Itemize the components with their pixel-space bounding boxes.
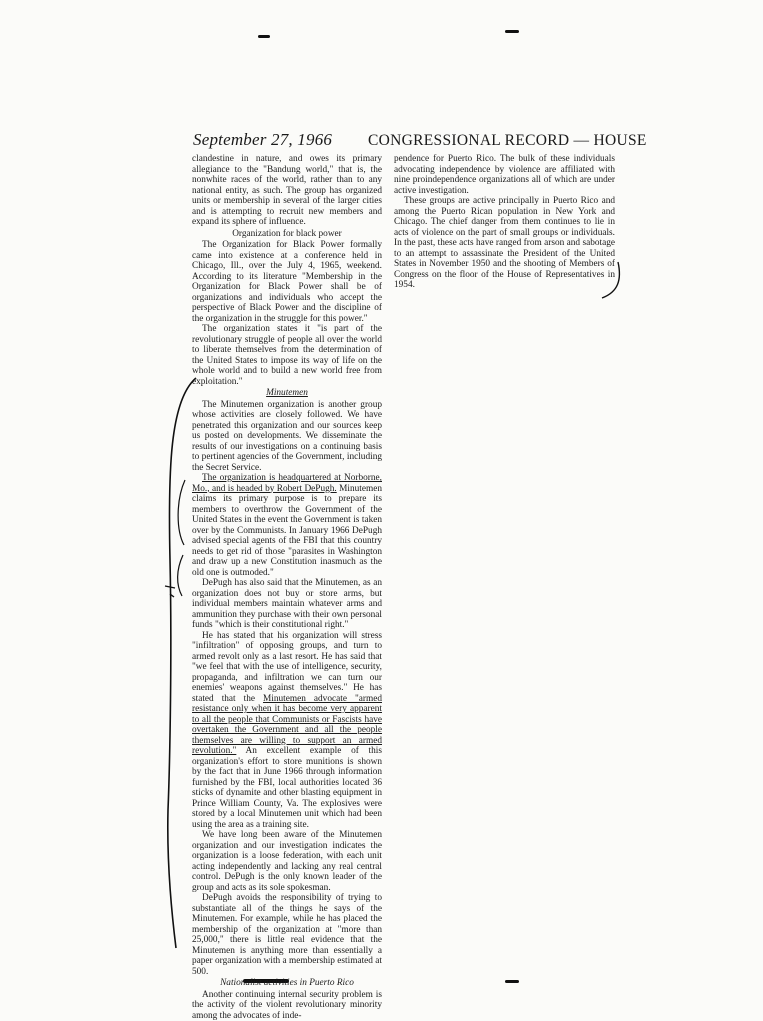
page-title: CONGRESSIONAL RECORD — HOUSE bbox=[368, 132, 647, 150]
paragraph: He has stated that his organization will stress "infiltration" of opposing groups, and turn to armed revolt only as a last resort. He has said that "we feel that with the use of intelligence, security, propaganda, and infiltration we can turn our enemies' weapons against themselves." He has stated that the Minutemen advocate "armed resistance only when it has become very apparent to all the people that Communists or Fascists have overtaken the Government and all the people themselves are willing to support an armed revolution." An excellent example of this organization's effort to store munitions is shown by the fact that in June 1966 through information furnished by the FBI, local authorities located 36 sticks of dynamite and other blasting equipment in Prince William County, Va. The explosives were stored by a local Minutemen unit which had been using the area as a training site. bbox=[192, 631, 382, 831]
section-heading-minutemen: Minutemen bbox=[192, 388, 382, 399]
paragraph: DePugh avoids the responsibility of trying to substantiate all of the things he says of the Minutemen. For example, while he has placed the membership of the organization at "more than 25,000," there is little real evidence that the Minutemen is anything more than essentially a paper organization with a membership estimated at 500. bbox=[192, 893, 382, 977]
margin-tick bbox=[170, 594, 174, 597]
paragraph: DePugh has also said that the Minutemen, as an organization does not buy or store arms, but individual members maintain whatever arms and ammunition they purchase with their own personal funds "which is their constitutional right." bbox=[192, 578, 382, 631]
underlined-text: Minutemen advocate "armed resistance only when it has become very apparent to all the people that Communists or Fascists have overtaken the Government and all the people themselves are willing to support an armed revolution." bbox=[192, 694, 382, 757]
column-right bbox=[394, 154, 615, 291]
scan-mark-top-right bbox=[505, 30, 519, 33]
section-heading-black-power: Organization for black power bbox=[192, 229, 382, 240]
scan-mark-bottom-right bbox=[505, 980, 519, 983]
paragraph: The organization is headquartered at Norborne, Mo., and is headed by Robert DePugh. Minutemen claims its primary purpose is to prepare its members to overthrow the Government of the United States in the event the Government is taken over by the Communists. In January 1966 DePugh advised special agents of the FBI that this country needs to get rid of those "parasites in Washington and draw up a new Constitution inasmuch as the old one is outmoded." bbox=[192, 473, 382, 578]
margin-bracket-small-2 bbox=[178, 555, 183, 596]
margin-bracket-small bbox=[178, 480, 185, 545]
page-date: September 27, 1966 bbox=[193, 130, 332, 150]
paragraph: Another continuing internal security problem is the activity of the violent revolutionary minority among the advocates of inde- bbox=[192, 990, 382, 1021]
paragraph: The Organization for Black Power formally came into existence at a conference held in Chicago, Ill., over the July 4, 1965, weekend. According to its literature "Membership in the Organization for Black Power shall be of organizations and individuals who accept the perspective of Black Power and the discipline of the organization in the struggle for this power." bbox=[192, 240, 382, 324]
underlined-text: The organization is headquartered at Norborne, Mo., and is headed by Robert DePugh. bbox=[192, 473, 382, 494]
paragraph: The Minutemen organization is another group whose activities are closely followed. We have penetrated this organization and our sources keep us posted on developments. We disseminate the results of our investigations on a continuing basis to pertinent agencies of the Government, including the Secret Service. bbox=[192, 400, 382, 474]
paragraph: pendence for Puerto Rico. The bulk of these individuals advocating independence by violence are affiliated with nine proindependence organizations all of which are under active investigation. bbox=[394, 154, 615, 196]
margin-dash bbox=[165, 586, 175, 588]
paragraph: The organization states it "is part of the revolutionary struggle of people all over the world to liberate themselves from the determination of the United States to impose its way of life on the whole world and to build a new world free from exploitation." bbox=[192, 324, 382, 387]
paragraph: We have long been aware of the Minutemen organization and our investigation indicates the organization is a loose federation, with each unit acting independently and lacking any real central control. DePugh is the only known leader of the group and acts as its sole spokesman. bbox=[192, 830, 382, 893]
paragraph: These groups are active principally in Puerto Rico and among the Puerto Rican population in New York and Chicago. The chief danger from them continues to lie in acts of violence on the part of small groups or individuals. In the past, these acts have ranged from arson and sabotage to an attempt to assassinate the President of the United States in November 1950 and the shooting of Members of Congress on the floor of the House of Representatives in 1954. bbox=[394, 196, 615, 291]
section-heading-puerto-rico: Nationalist activities in Puerto Rico bbox=[192, 978, 382, 989]
paragraph: clandestine in nature, and owes its primary allegiance to the "Bandung world," that is, the nonwhite races of the world, rather than to any national entity, as such. The group has organized units or membership in several of the larger cities and is attempting to recruit new members and expand its sphere of influence. bbox=[192, 154, 382, 228]
column-left bbox=[192, 154, 382, 1021]
scan-mark-top-left bbox=[258, 35, 270, 38]
